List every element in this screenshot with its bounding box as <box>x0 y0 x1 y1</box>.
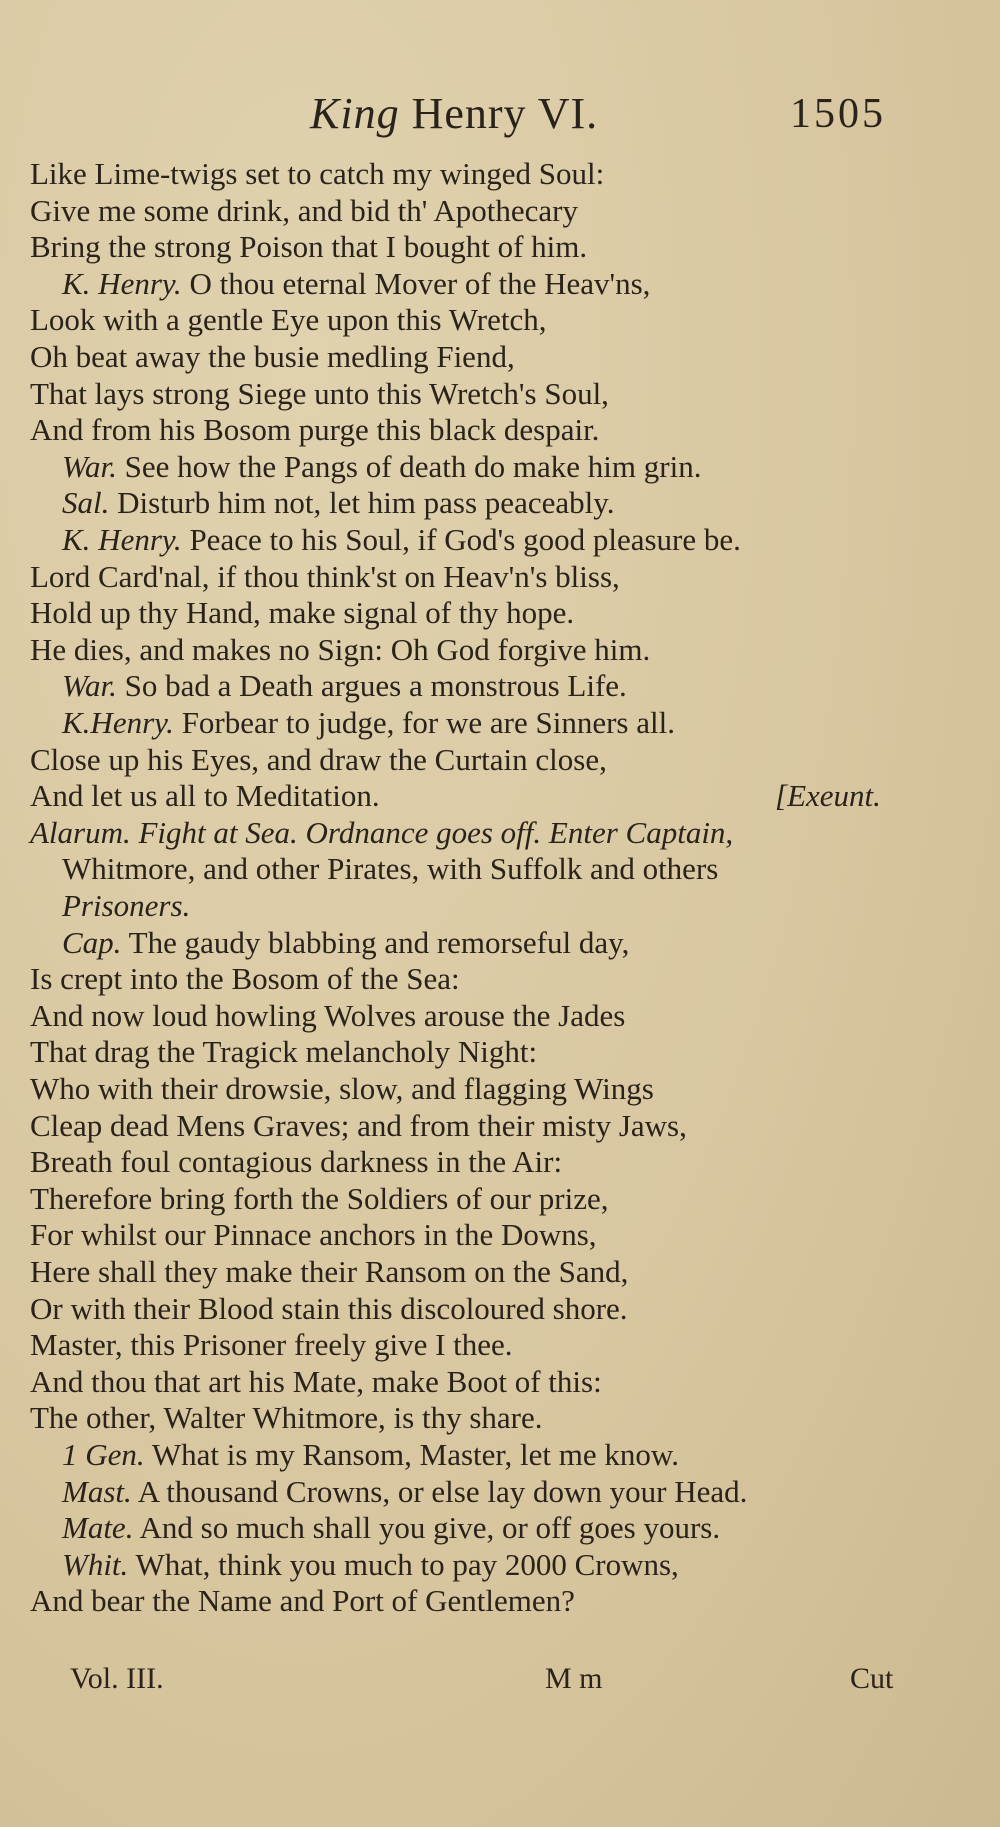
line-text: What is my Ransom, Master, let me know. <box>144 1437 679 1472</box>
text-line <box>62 668 627 704</box>
speaker-name: K.Henry. <box>62 705 174 740</box>
line-text: And so much shall you give, or off goes yours. <box>133 1510 721 1546</box>
text-line <box>62 705 675 741</box>
text-line <box>30 376 609 412</box>
text-line <box>30 998 625 1034</box>
text-line <box>30 1071 654 1107</box>
text-line <box>62 1474 747 1510</box>
speaker-name: K. Henry. <box>62 265 182 301</box>
line-text: So bad a Death argues a monstrous Life. <box>116 668 627 704</box>
line-text: What, think you much to pay 2000 Crowns, <box>128 1546 679 1582</box>
text-line <box>30 302 546 338</box>
text-line <box>62 266 650 302</box>
line-text: Or with their Blood stain this discoloured shore. <box>30 1290 628 1326</box>
line-text: Cleap dead Mens Graves; and from their misty Jaws, <box>30 1107 687 1143</box>
line-text: Bring the strong Poison that I bought of him. <box>30 229 588 265</box>
running-title <box>310 88 598 139</box>
speaker-name: Mast. <box>62 1473 132 1509</box>
line-text: Lord Card'nal, if thou think'st on Heav'n's bliss, <box>30 558 620 594</box>
page-header <box>0 88 1000 148</box>
line-text: A thousand Crowns, or else lay down your Head. <box>131 1473 748 1509</box>
line-text: Here shall they make their Ransom on the Sand, <box>30 1254 629 1289</box>
line-text: The gaudy blabbing and remorseful day, <box>121 924 630 960</box>
line-text: Breath foul contagious darkness in the Air: <box>30 1144 563 1180</box>
signature-mark: M m <box>545 1662 603 1695</box>
speaker-name: K. Henry. <box>62 522 182 557</box>
line-text: He dies, and makes no Sign: Oh God forgive him. <box>30 631 651 667</box>
line-text: Hold up thy Hand, make signal of thy hope. <box>30 595 575 631</box>
text-line <box>30 559 620 595</box>
line-text: Peace to his Soul, if God's good pleasure be. <box>181 522 741 557</box>
text-line <box>30 742 607 778</box>
line-text: That lays strong Siege unto this Wretch's Soul, <box>30 375 609 411</box>
catchword: Cut <box>850 1662 894 1695</box>
text-line <box>62 851 718 887</box>
text-line <box>30 1291 628 1327</box>
speaker-name: Mate. <box>62 1510 134 1546</box>
text-line <box>62 449 701 485</box>
line-text: And bear the Name and Port of Gentlemen? <box>30 1583 575 1619</box>
line-text: That drag the Tragick melancholy Night: <box>30 1034 538 1070</box>
text-line <box>62 1510 720 1546</box>
line-text: Therefore bring forth the Soldiers of our prize, <box>30 1180 609 1216</box>
text-line <box>62 925 629 961</box>
line-text: Prisoners. <box>62 888 191 923</box>
text-line <box>30 339 515 375</box>
speaker-name: War. <box>62 448 117 484</box>
volume-number: Vol. III. <box>70 1662 164 1695</box>
page-footer <box>0 1662 1000 1706</box>
text-line <box>30 632 650 668</box>
line-text: O thou eternal Mover of the Heav'ns, <box>181 265 651 301</box>
line-text: Give me some drink, and bid th' Apothecary <box>30 192 578 228</box>
line-text: Master, this Prisoner freely give I thee. <box>30 1327 513 1363</box>
text-line <box>62 888 190 924</box>
text-line <box>30 1144 562 1180</box>
text-line <box>30 595 574 631</box>
text-line <box>30 815 733 851</box>
line-text: Whitmore, and other Pirates, with Suffolk and others <box>62 851 719 887</box>
speaker-name: War. <box>62 668 117 704</box>
speaker-name: Whit. <box>62 1546 129 1582</box>
line-text: And now loud howling Wolves arouse the Jades <box>30 997 626 1033</box>
line-text: Disturb him not, let him pass peaceably. <box>109 485 615 521</box>
text-line <box>30 412 599 448</box>
line-text: Who with their drowsie, slow, and flagging Wings <box>30 1071 654 1106</box>
line-text: Is crept into the Bosom of the Sea: <box>30 961 460 997</box>
text-line <box>62 522 741 558</box>
text-line <box>30 1327 513 1363</box>
line-text: Oh beat away the busie medling Fiend, <box>30 339 515 374</box>
line-text: And from his Bosom purge this black despair. <box>30 412 600 448</box>
line-text: Alarum. Fight at Sea. Ordnance goes off. Enter Captain, <box>30 814 734 850</box>
speaker-name: Sal. <box>62 485 110 521</box>
speaker-name: 1 Gen. <box>62 1437 145 1472</box>
text-line <box>62 1437 679 1473</box>
text-line <box>30 778 380 814</box>
text-line <box>30 1034 537 1070</box>
text-line <box>30 229 587 265</box>
line-text: For whilst our Pinnace anchors in the Downs, <box>30 1217 597 1253</box>
line-text: Close up his Eyes, and draw the Curtain close, <box>30 741 607 777</box>
stage-direction-exeunt: [Exeunt. <box>775 778 881 814</box>
running-title-rest: Henry VI. <box>399 89 599 138</box>
text-line <box>62 1547 679 1583</box>
line-text: Forbear to judge, for we are Sinners all. <box>173 705 675 740</box>
line-text: The other, Walter Whitmore, is thy share. <box>30 1400 543 1436</box>
line-text: And thou that art his Mate, make Boot of this: <box>30 1363 602 1399</box>
text-line <box>62 485 614 521</box>
text-line <box>30 1400 543 1436</box>
line-text: See how the Pangs of death do make him grin. <box>116 448 702 484</box>
text-line <box>30 961 460 997</box>
text-line <box>30 1254 628 1290</box>
text-line <box>30 1217 597 1253</box>
line-text: Like Lime-twigs set to catch my winged Soul: <box>30 156 605 191</box>
page-number: 1505 <box>790 91 886 137</box>
running-title-italic: King <box>310 89 400 138</box>
line-text: And let us all to Meditation. <box>30 778 380 814</box>
text-line <box>30 1108 687 1144</box>
text-line <box>30 156 604 192</box>
line-text: Look with a gentle Eye upon this Wretch, <box>30 302 547 338</box>
text-line <box>30 193 578 229</box>
text-line <box>30 1364 602 1400</box>
text-line <box>30 1181 608 1217</box>
text-line <box>30 1583 575 1619</box>
speaker-name: Cap. <box>62 924 122 960</box>
